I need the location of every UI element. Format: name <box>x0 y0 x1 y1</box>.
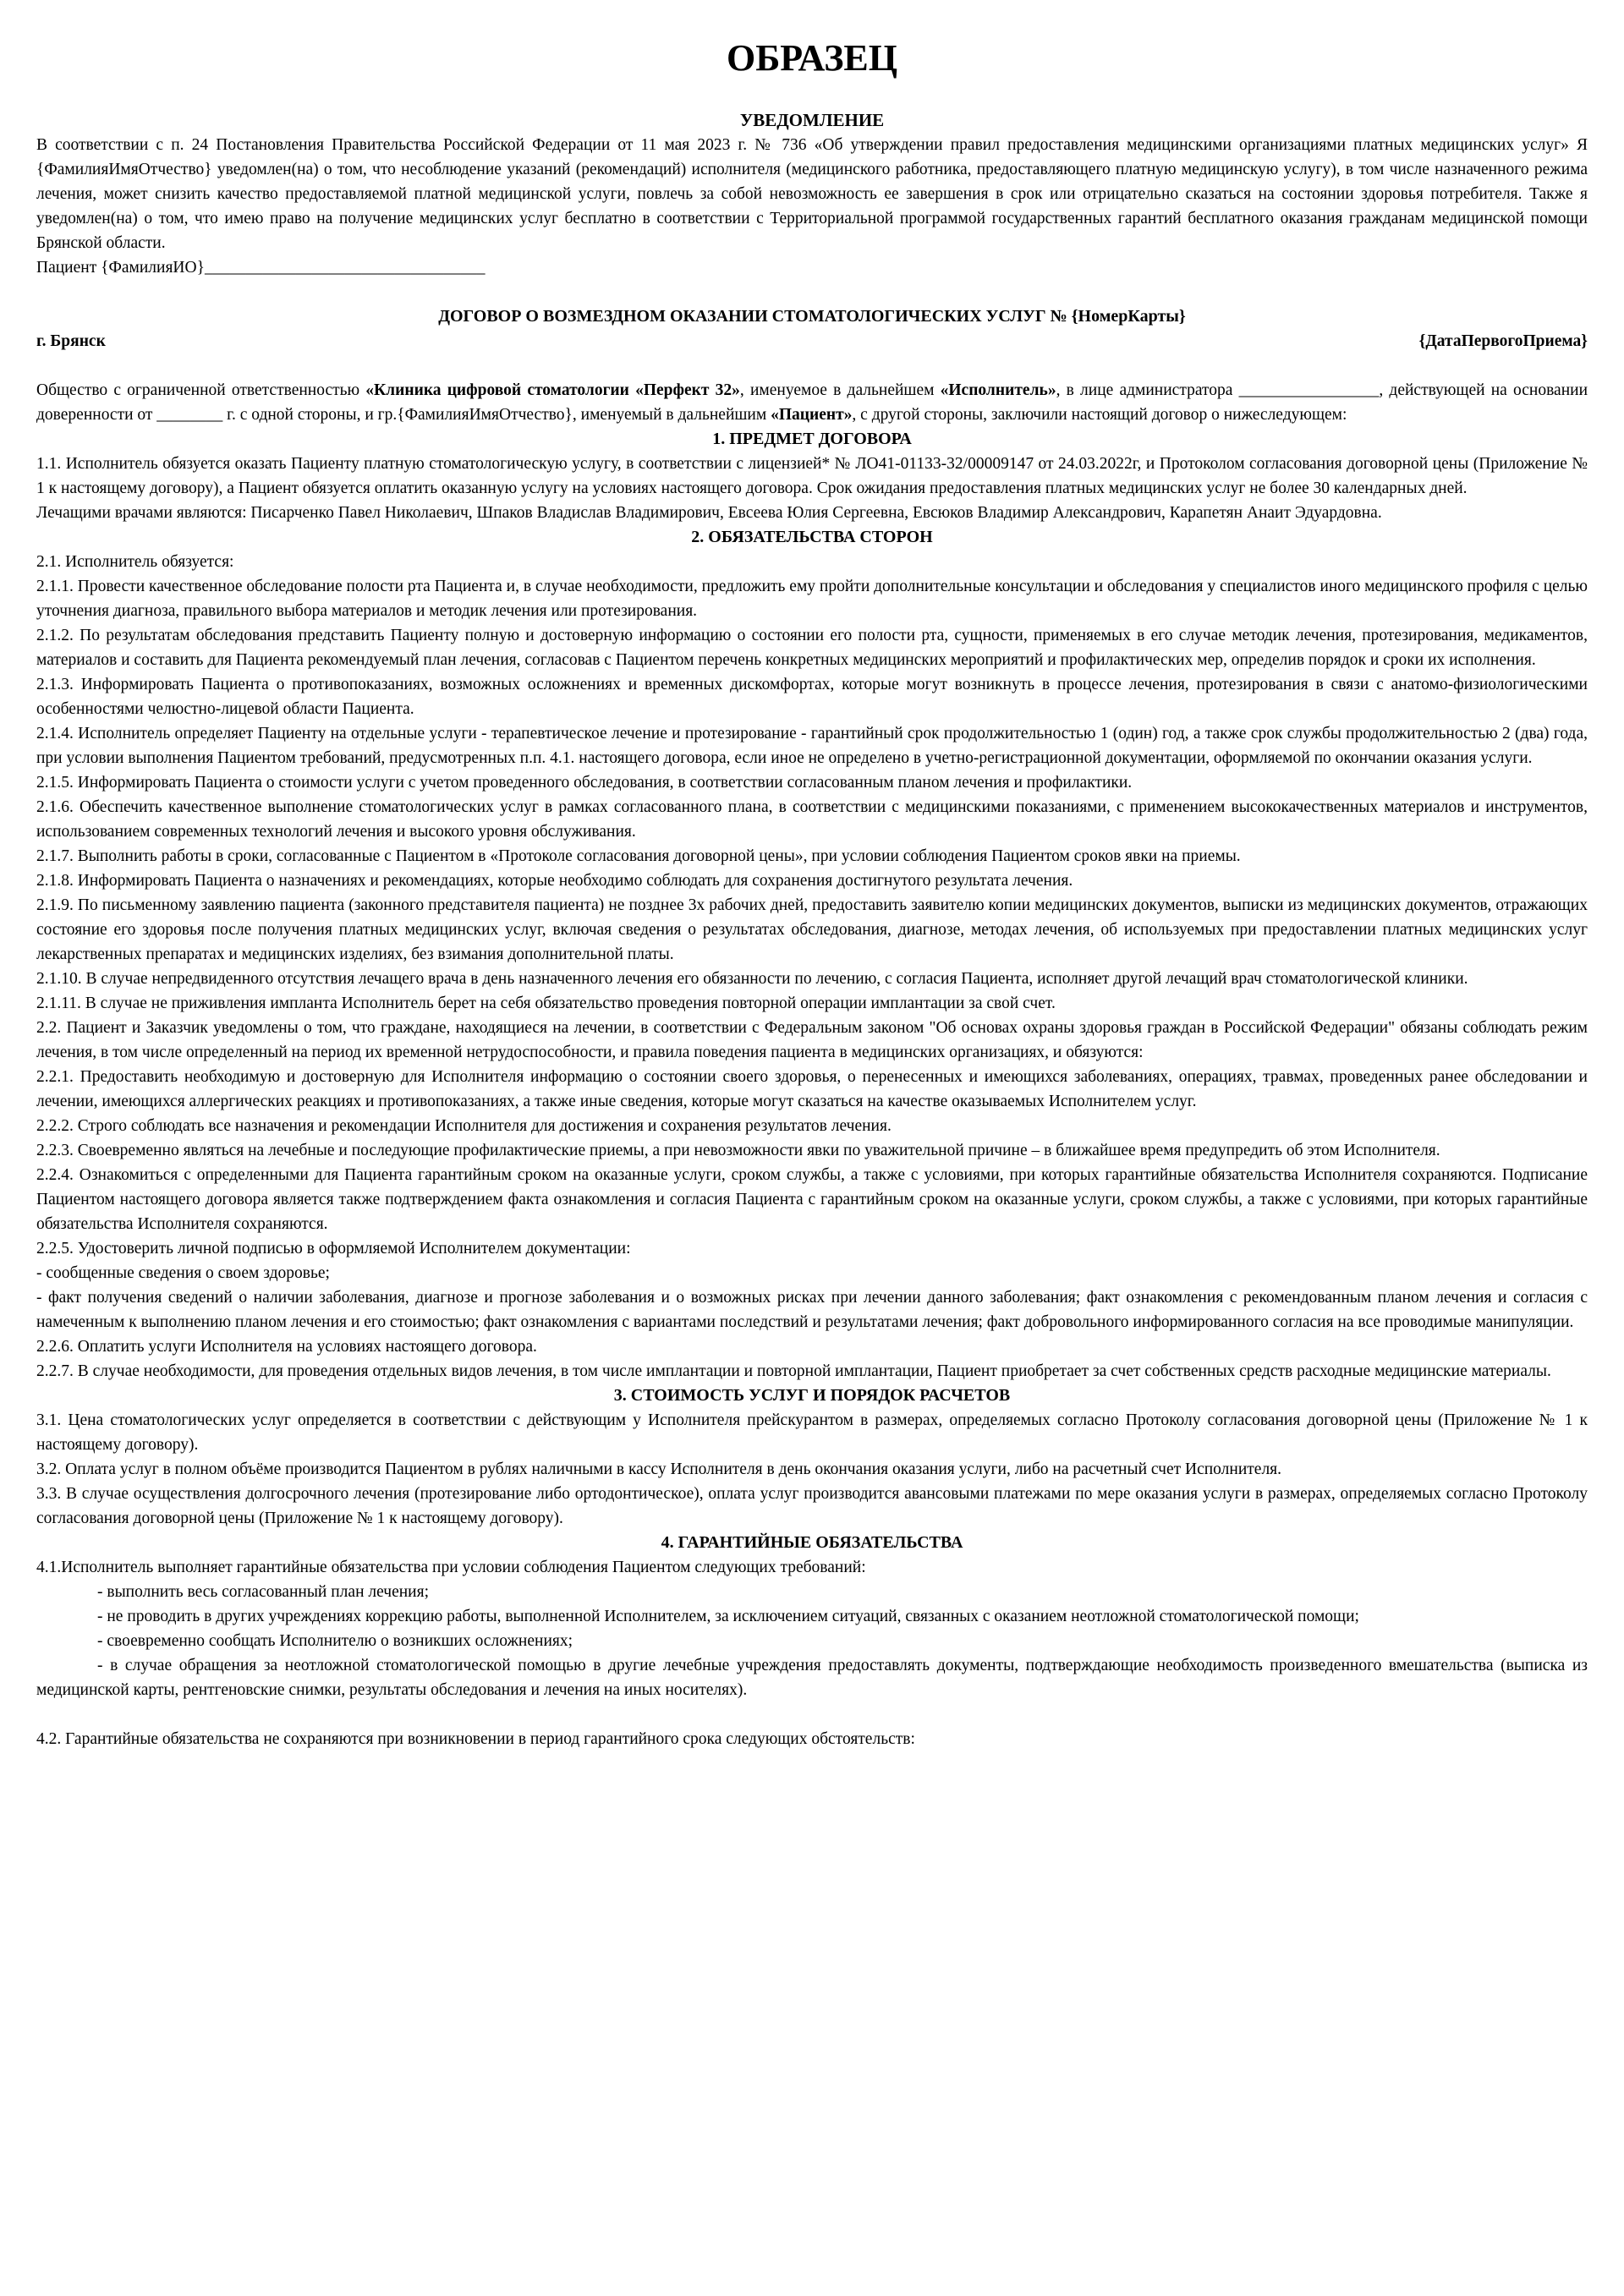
patient-label: Пациент {ФамилияИО} <box>36 259 205 277</box>
clause-2-1-3: 2.1.3. Информировать Пациента о противопоказаниях, возможных осложнениях и временных дискомфортах, которые могут возникнуть в процессе лечения, протезирования в связи с анатомо-физиологическими особенностями челюстно-лицевой области Пациента. <box>36 676 1588 718</box>
clause-4-1-item-4: - в случае обращения за неотложной стоматологической помощью в другие лечебные учреждения предоставлять документы, подтверждающие необходимость произведенного вмешательства (выписка из медицинской карты, рентгеновские снимки, результаты обследования и лечения на иных носителях). <box>36 1657 1588 1699</box>
clause-2-1-10: 2.1.10. В случае непредвиденного отсутствия лечащего врача в день назначенного лечения его обязанности по лечению, с согласия Пациента, исполняет другой лечащий врач стоматологической клиники. <box>36 970 1468 988</box>
clause-2-2-1: 2.2.1. Предоставить необходимую и достоверную для Исполнителя информацию о состоянии своего здоровья, о перенесенных и имеющихся заболеваниях, операциях, травмах, проведенных ранее обследовании и лечении, имеющихся аллергических реакциях и противопоказаниях, а также иные сведения, которые могут сказаться на качестве оказываемых Исполнителем услуг. <box>36 1068 1588 1110</box>
notice-body: В соответствии с п. 24 Постановления Правительства Российской Федерации от 11 мая 2023 г. № 736 «Об утверждении правил предоставления медицинскими организациями платных медицинских услуг» Я {ФамилияИмяОтчество} уведомлен(на) о том, что несоблюдение указаний (рекомендаций) исполнителя (медицинского работника, предоставляющего платную медицинскую услугу), в том числе назначенного режима лечения, может снизить качество предоставляемой платной медицинской услуги, повлечь за собой невозможность ее завершения в срок или отрицательно сказаться на состоянии здоровья потребителя. Также я уведомлен(на) о том, что имею право на получение медицинских услуг бесплатно в соответствии с Территориальной программой государственных гарантий бесплатного оказания гражданам медицинской помощи Брянской области. <box>36 136 1588 252</box>
intro-post: , с другой стороны, заключили настоящий договор о нижеследующем: <box>852 406 1347 424</box>
clause-2-2-6: 2.2.6. Оплатить услуги Исполнителя на условиях настоящего договора. <box>36 1338 537 1356</box>
clause-2-1-5: 2.1.5. Информировать Пациента о стоимости услуги с учетом проведенного обследования, в соответствии согласованным планом лечения и профилактики. <box>36 774 1133 792</box>
clause-2-2-3: 2.2.3. Своевременно являться на лечебные и последующие профилактические приемы, а при невозможности явки по уважительной причине – в ближайшее время предупредить об этом Исполнителя. <box>36 1142 1440 1159</box>
contract-date: {ДатаПервогоПриема} <box>1418 332 1588 350</box>
city-date-row <box>36 329 1588 353</box>
clause-2-2-5-item-2: - факт получения сведений о наличии заболевания, диагнозе и прогнозе заболевания и о возможных рисках при лечении данного заболевания; факт ознакомления с рекомендованным планом лечения и согласия с намеченным к выполнению планом лечения и его стоимостью; факт ознакомления с вариантами последствий и результатами лечения; факт добровольного информированного согласия на все проводимые манипуляции. <box>36 1289 1588 1331</box>
clause-3-2: 3.2. Оплата услуг в полном объёме производится Пациентом в рублях наличными в кассу Исполнителя в день окончания оказания услуги, либо на расчетный счет Исполнителя. <box>36 1460 1282 1478</box>
clause-4-1: 4.1.Исполнитель выполняет гарантийные обязательства при условии соблюдения Пациентом следующих требований: <box>36 1559 866 1576</box>
clause-2-1-7: 2.1.7. Выполнить работы в сроки, согласованные с Пациентом в «Протоколе согласования договорной цены», при условии соблюдения Пациентом сроков явки на приемы. <box>36 847 1241 865</box>
doctors-list: Лечащими врачами являются: Писарченко Павел Николаевич, Шпаков Владислав Владимирович, Евсеева Юлия Сергеевна, Евсюков Владимир Александрович, Карапетян Анаит Эдуардовна. <box>36 504 1382 522</box>
notice-heading: УВЕДОМЛЕНИЕ <box>739 110 885 130</box>
clause-3-1: 3.1. Цена стоматологических услуг определяется в соответствии с действующим у Исполнителя прейскурантом в размерах, определяемых согласно Протоколу согласования договорной цены (Приложение № 1 к настоящему договору). <box>36 1411 1588 1454</box>
clause-2-2-2: 2.2.2. Строго соблюдать все назначения и рекомендации Исполнителя для достижения и сохранения результатов лечения. <box>36 1117 892 1135</box>
contract-city: г. Брянск <box>36 332 106 350</box>
clause-2-2-4: 2.2.4. Ознакомиться с определенными для Пациента гарантийным сроком на оказанные услуги, сроком службы, а также с условиями, при которых гарантийные обязательства Исполнителя сохраняются. Подписание Пациентом настоящего договора является также подтверждением факта ознакомления и согласия Пациента с гарантийным сроком на оказанные услуги, сроком службы, а также с условиями, при которых гарантийные обязательства Исполнителя сохраняются. <box>36 1166 1588 1233</box>
contract-intro <box>36 378 1588 427</box>
patient-signature-line: __________________________________ <box>204 259 486 277</box>
clause-2-1: 2.1. Исполнитель обязуется: <box>36 553 234 571</box>
clause-3-3: 3.3. В случае осуществления долгосрочного лечения (протезирование либо ортодонтическое), оплата услуг производится авансовыми платежами по мере оказания услуги в размерах, определяемых согласно Протоколу согласования договорной цены (Приложение № 1 к настоящему договору). <box>36 1485 1588 1527</box>
section-heading-4: 4. ГАРАНТИЙНЫЕ ОБЯЗАТЕЛЬСТВА <box>661 1533 963 1552</box>
clause-2-1-8: 2.1.8. Информировать Пациента о назначениях и рекомендациях, которые необходимо соблюдать для сохранения достигнутого результата лечения. <box>36 872 1073 890</box>
clause-2-1-6: 2.1.6. Обеспечить качественное выполнение стоматологических услуг в рамках согласованного плана, в соответствии с медицинскими показаниями, с применением высококачественных материалов и инструментов, использованием современных технологий лечения и высокого уровня обслуживания. <box>36 798 1588 841</box>
clause-2-1-1: 2.1.1. Провести качественное обследование полости рта Пациента и, в случае необходимости, предложить ему пройти дополнительные консультации и обследования у специалистов иного медицинского профиля с целью уточнения диагноза, правильного выбора материалов и методик лечения или протезирования. <box>36 578 1588 620</box>
company-name: «Клиника цифровой стоматологии «Перфект 32» <box>365 381 740 399</box>
intro-mid1: , именуемое в дальнейшем <box>739 381 941 399</box>
executor-term: «Исполнитель» <box>940 381 1056 399</box>
intro-pre: Общество с ограниченной ответственностью <box>36 381 366 399</box>
intro-mid2: , в лице администратора _________________, действующей на основании доверенности от ________ г. с одной стороны, и гр.{ФамилияИмяОтчество}, именуемый в дальнейшим <box>36 381 1588 424</box>
patient-term: «Пациент» <box>771 406 853 424</box>
section-heading-3: 3. СТОИМОСТЬ УСЛУГ И ПОРЯДОК РАСЧЕТОВ <box>613 1386 1011 1405</box>
clause-4-1-item-1: - выполнить весь согласованный план лечения; <box>97 1583 429 1601</box>
sample-watermark-title: ОБРАЗЕЦ <box>726 37 898 79</box>
clause-2-1-2: 2.1.2. По результатам обследования представить Пациенту полную и достоверную информацию о состоянии его полости рта, сущности, применяемых в его случае методик лечения, протезирования, медикаментов, материалов и составить для Пациента рекомендуемый план лечения, согласовав с Пациентом перечень конкретных медицинских мероприятий и профилактических мер, определив порядок и сроки их исполнения. <box>36 627 1588 669</box>
clause-4-1-item-2: - не проводить в других учреждениях коррекцию работы, выполненной Исполнителем, за исключением ситуаций, связанных с оказанием неотложной стоматологической помощи; <box>97 1608 1359 1625</box>
clause-4-2: 4.2. Гарантийные обязательства не сохраняются при возникновении в период гарантийного срока следующих обстоятельств: <box>36 1730 915 1748</box>
contract-title: ДОГОВОР О ВОЗМЕЗДНОМ ОКАЗАНИИ СТОМАТОЛОГИЧЕСКИХ УСЛУГ № {НомерКарты} <box>438 307 1186 326</box>
patient-signature-row <box>36 255 1588 280</box>
clause-2-2: 2.2. Пациент и Заказчик уведомлены о том, что граждане, находящиеся на лечении, в соответствии с Федеральным законом "Об основах охраны здоровья граждан в Российской Федерации" обязаны соблюдать режим лечения, в том числе определенный на период их временной нетрудоспособности, и правила поведения пациента в медицинских организациях, и обязуются: <box>36 1019 1588 1061</box>
clause-2-2-5: 2.2.5. Удостоверить личной подписью в оформляемой Исполнителем документации: <box>36 1240 631 1258</box>
clause-2-1-9: 2.1.9. По письменному заявлению пациента (законного представителя пациента) не позднее 3х рабочих дней, предоставить заявителю копии медицинских документов, выписки из медицинских документов, отражающих состояние его здоровья после получения платных медицинских услуг, включая сведения о результатах обследования, диагнозе, методах лечения, об используемых при предоставлении платных медицинских услуг лекарственных препаратах и медицинских изделиях, без взимания дополнительной платы. <box>36 896 1588 963</box>
clause-1-1: 1.1. Исполнитель обязуется оказать Пациенту платную стоматологическую услугу, в соответствии с лицензией* № ЛО41-01133-32/00009147 от 24.03.2022г, и Протоколом согласования договорной цены (Приложение № 1 к настоящему договору), а Пациент обязуется оплатить оказанную услугу на условиях настоящего договора. Срок ожидания предоставления платных медицинских услуг не более 30 календарных дней. <box>36 455 1588 497</box>
clause-2-1-11: 2.1.11. В случае не приживления импланта Исполнитель берет на себя обязательство проведения повторной операции имплантации за свой счет. <box>36 995 1056 1012</box>
clause-2-1-4: 2.1.4. Исполнитель определяет Пациенту на отдельные услуги - терапевтическое лечение и протезирование - гарантийный срок продолжительностью 1 (один) год, а также срок службы продолжительностью 2 (два) года, при условии выполнения Пациентом требований, предусмотренных п.п. 4.1. настоящего договора, если иное не определено в учетно-регистрационной документации, оформляемой по окончании оказания услуги. <box>36 725 1588 767</box>
section-heading-2: 2. ОБЯЗАТЕЛЬСТВА СТОРОН <box>691 528 933 546</box>
clause-2-2-7: 2.2.7. В случае необходимости, для проведения отдельных видов лечения, в том числе имплантации и повторной имплантации, Пациент приобретает за счет собственных средств расходные медицинские материалы. <box>36 1362 1551 1380</box>
section-heading-1: 1. ПРЕДМЕТ ДОГОВОРА <box>712 430 912 448</box>
clause-2-2-5-item-1: - сообщенные сведения о своем здоровье; <box>36 1264 330 1282</box>
clause-4-1-item-3: - своевременно сообщать Исполнителю о возникших осложнениях; <box>97 1632 573 1650</box>
